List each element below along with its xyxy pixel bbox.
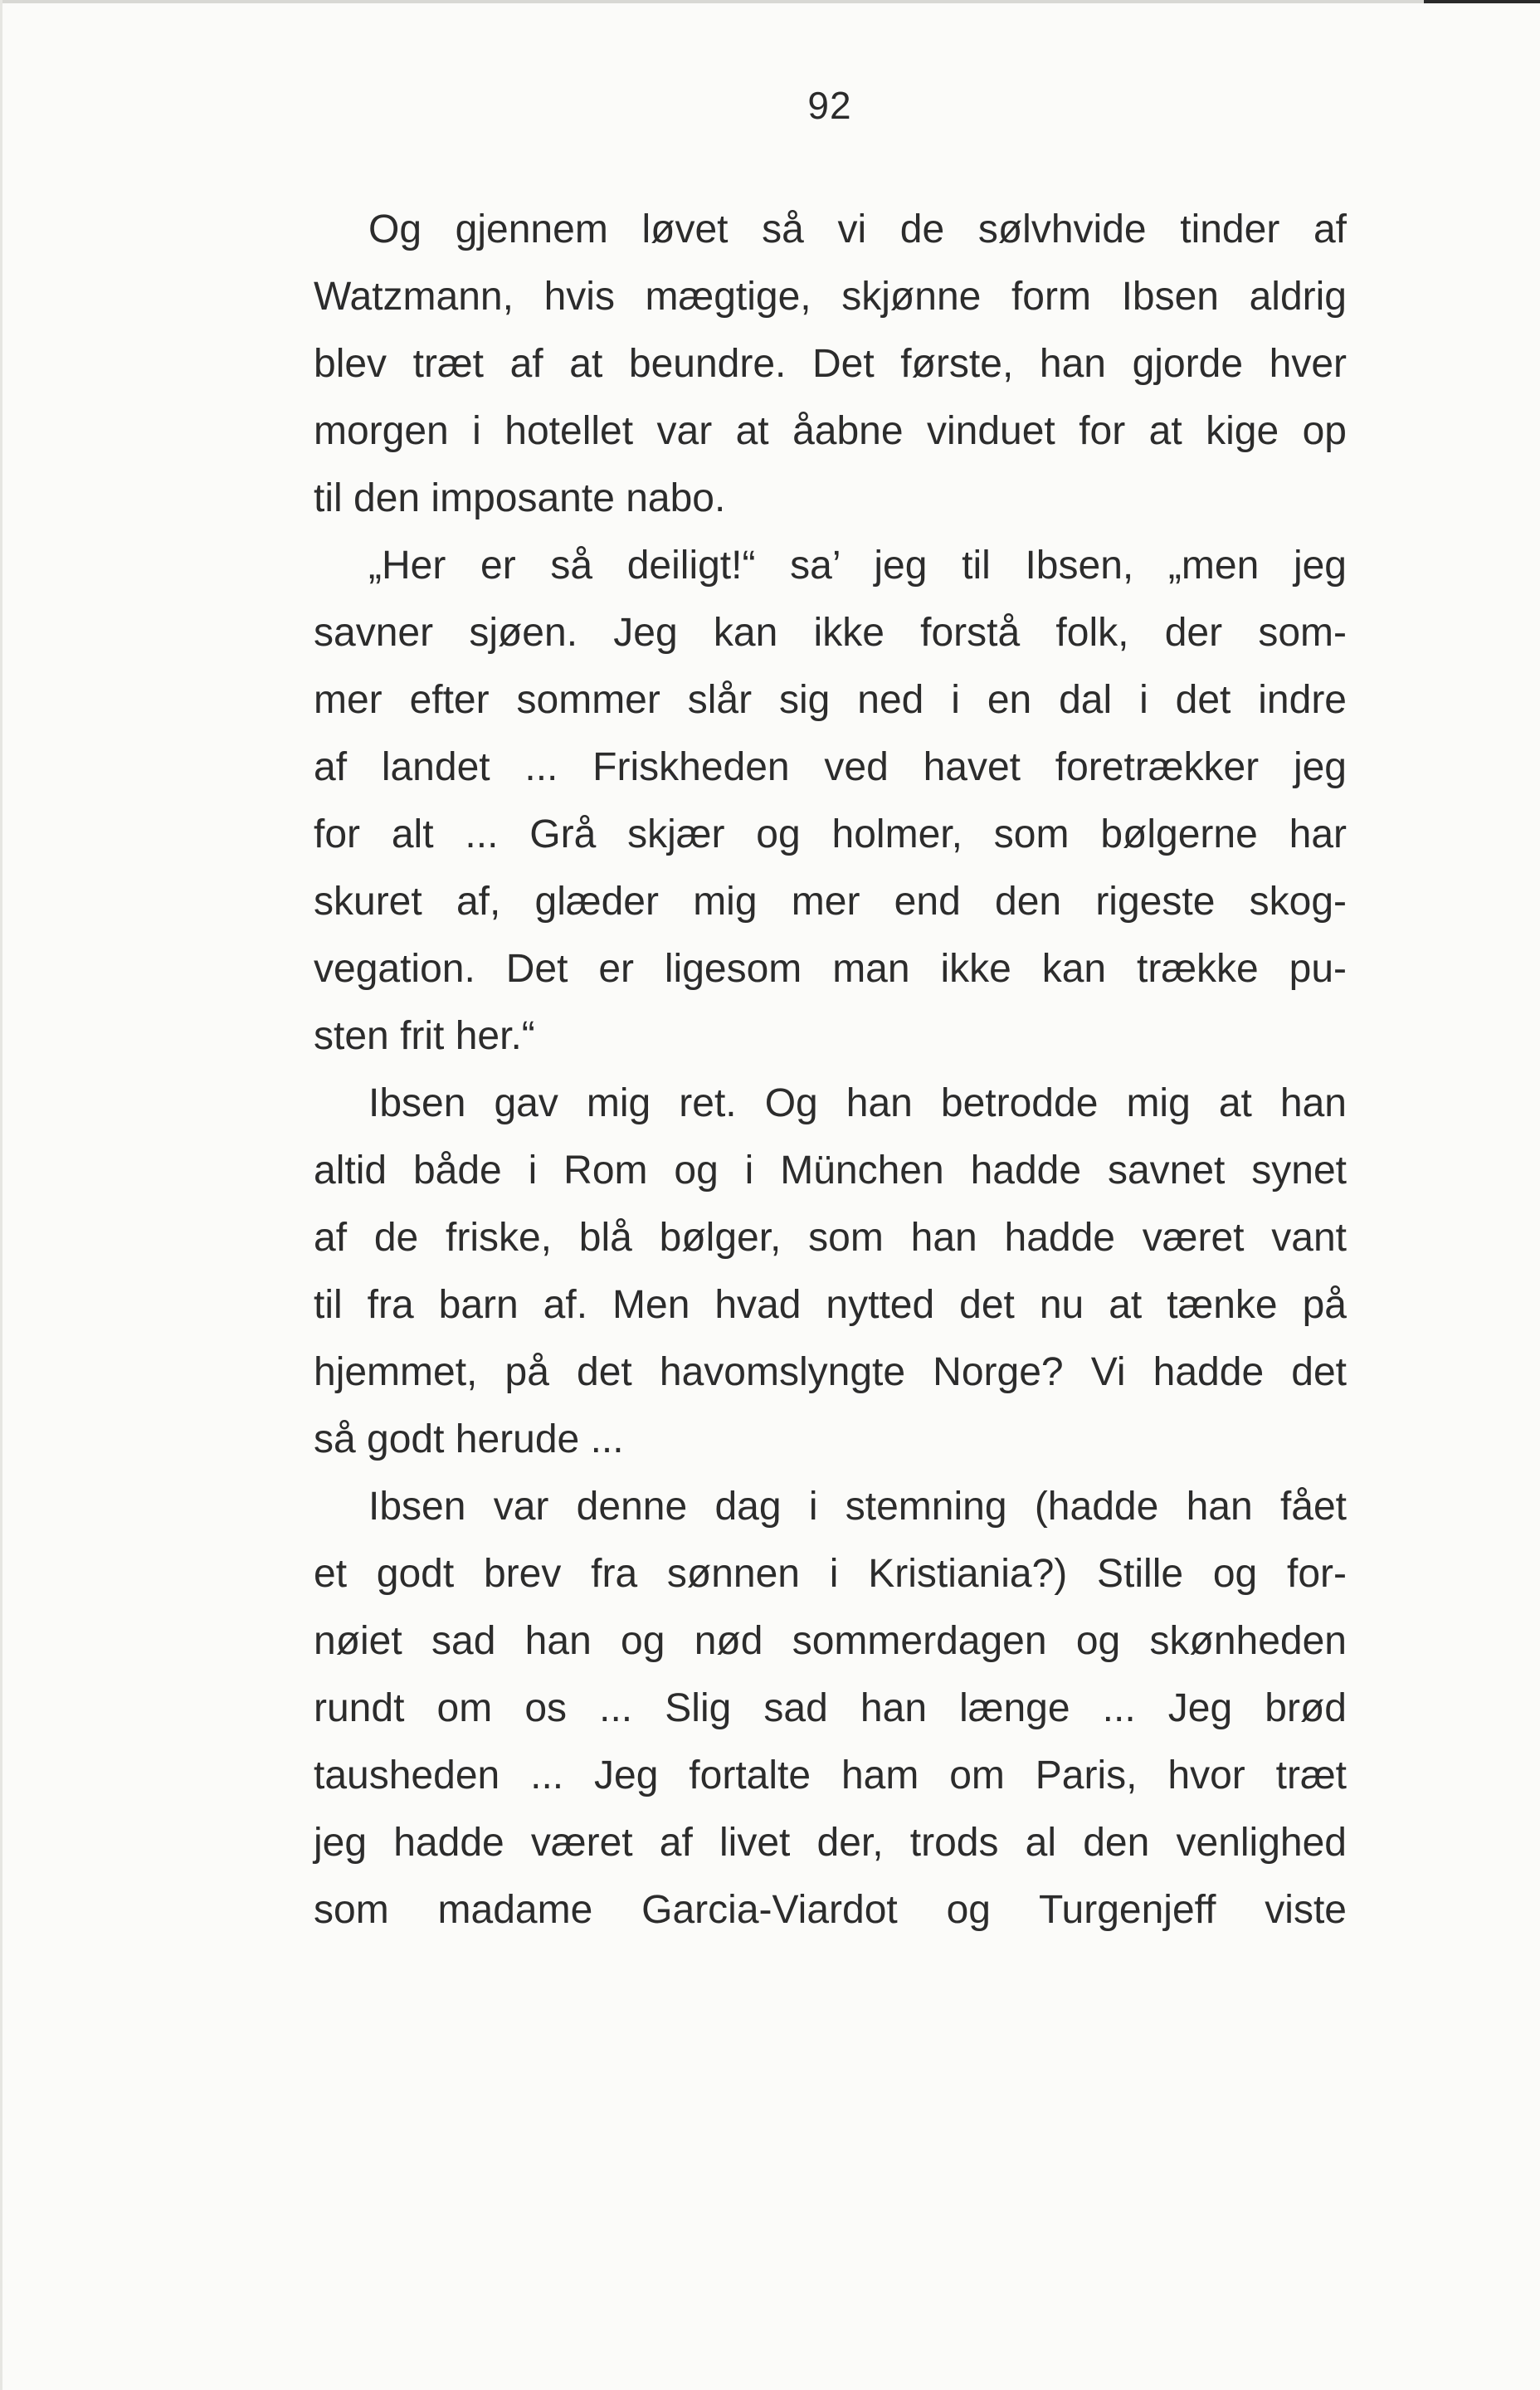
text-line: mer efter sommer slår sig ned i en dal i det indre: [314, 678, 1347, 722]
text-line: tausheden ... Jeg fortalte ham om Paris, hvor træt: [314, 1753, 1347, 1797]
text-line: til fra barn af. Men hvad nytted det nu at tænke på: [314, 1283, 1347, 1327]
text-line: til den imposante nabo.: [314, 476, 726, 520]
text-line: altid både i Rom og i München hadde savnet synet: [314, 1149, 1347, 1193]
text-line: Og gjennem løvet så vi de sølvhvide tinder af: [368, 207, 1347, 251]
text-line: skuret af, glæder mig mer end den rigeste skog-: [314, 880, 1347, 924]
text-line: sten frit her.“: [314, 1014, 535, 1058]
page-top-edge: [0, 0, 1540, 3]
text-line: af de friske, blå bølger, som han hadde været vant: [314, 1216, 1347, 1260]
text-line: blev træt af at beundre. Det første, han gjorde hver: [314, 342, 1347, 386]
text-line: af landet ... Friskheden ved havet foretrækker jeg: [314, 745, 1347, 789]
page-left-edge: [0, 0, 2, 2390]
text-line: morgen i hotellet var at åabne vinduet for at kige op: [314, 409, 1347, 453]
text-line: vegation. Det er ligesom man ikke kan trække pu-: [314, 947, 1347, 991]
text-line: for alt ... Grå skjær og holmer, som bølgerne har: [314, 812, 1347, 856]
text-line: nøiet sad han og nød sommerdagen og skønheden: [314, 1619, 1347, 1663]
text-line: Ibsen var denne dag i stemning (hadde han fået: [368, 1485, 1347, 1529]
text-line: jeg hadde været af livet der, trods al den venlighed: [314, 1821, 1347, 1865]
text-line: et godt brev fra sønnen i Kristiania?) Stille og for-: [314, 1552, 1347, 1596]
text-line: Ibsen gav mig ret. Og han betrodde mig at han: [368, 1081, 1347, 1125]
text-line: „Her er så deiligt!“ sa’ jeg til Ibsen, „men jeg: [368, 544, 1347, 588]
text-line: så godt herude ...: [314, 1417, 624, 1461]
scan-edge-mark: [1424, 0, 1540, 3]
text-line: som madame Garcia-Viardot og Turgenjeff viste: [314, 1888, 1347, 1932]
text-line: rundt om os ... Slig sad han længe ... Jeg brød: [314, 1686, 1347, 1730]
page-number: 92: [807, 84, 852, 127]
text-line: Watzmann, hvis mægtige, skjønne form Ibsen aldrig: [314, 275, 1347, 319]
text-line: savner sjøen. Jeg kan ikke forstå folk, der som-: [314, 611, 1347, 655]
text-line: hjemmet, på det havomslyngte Norge? Vi hadde det: [314, 1350, 1347, 1394]
body-text: [314, 196, 1347, 1944]
